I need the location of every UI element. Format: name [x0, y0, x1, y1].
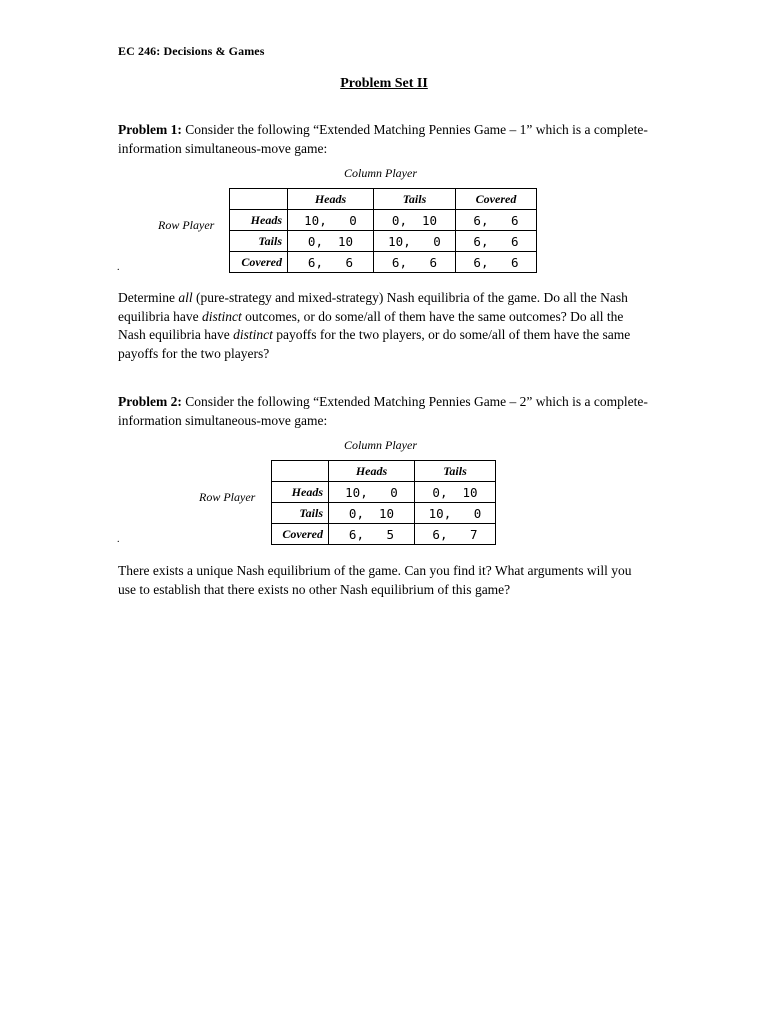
- problem2-question: There exists a unique Nash equilibrium of the game. Can you find it? What arguments will you use to establish that there exists no other Nash equilibrium of this game?: [118, 563, 632, 597]
- payoff-cell: 6, 6: [288, 252, 374, 273]
- course-header: EC 246: Decisions & Games: [118, 44, 265, 58]
- table-row: [230, 231, 537, 252]
- row-header-covered: Covered: [230, 252, 288, 273]
- table-row: [230, 252, 537, 273]
- problem1-intro-text: Consider the following “Extended Matching Pennies Game – 1” which is a complete-information simultaneous-move game:: [118, 122, 648, 156]
- column-header-covered: Covered: [456, 189, 537, 210]
- corner-cell: [230, 189, 288, 210]
- problem2-intro: [118, 393, 648, 430]
- problem2-column-caption: Column Player: [344, 438, 417, 452]
- payoff-cell: 6, 7: [415, 524, 496, 545]
- payoff-cell: 6, 6: [456, 252, 537, 273]
- q-emphasis-all: all: [178, 290, 193, 305]
- problem2-dot: .: [117, 534, 120, 545]
- payoff-cell: 0, 10: [415, 482, 496, 503]
- table-header-row: [272, 461, 496, 482]
- payoff-cell: 0, 10: [288, 231, 374, 252]
- column-header-tails: Tails: [374, 189, 456, 210]
- payoff-cell: 0, 10: [329, 503, 415, 524]
- problem1-intro: [118, 121, 648, 158]
- page-title: [0, 76, 768, 92]
- q-text-g: payoffs for the two players, or do some/all of them have the same payoffs for the two players?: [118, 327, 631, 361]
- row-header-heads: Heads: [272, 482, 329, 503]
- payoff-cell: 10, 0: [415, 503, 496, 524]
- table-row: [230, 210, 537, 231]
- payoff-cell: 6, 6: [456, 231, 537, 252]
- row-header-tails: Tails: [272, 503, 329, 524]
- payoff-cell: 10, 0: [329, 482, 415, 503]
- column-header-heads: Heads: [288, 189, 374, 210]
- title-text: Problem Set II: [340, 76, 428, 91]
- table-row: [272, 524, 496, 545]
- problem1-payoff-table: [229, 188, 537, 273]
- row-header-covered: Covered: [272, 524, 329, 545]
- column-header-tails: Tails: [415, 461, 496, 482]
- table-row: [272, 503, 496, 524]
- payoff-cell: 10, 0: [288, 210, 374, 231]
- payoff-cell: 6, 6: [456, 210, 537, 231]
- table-header-row: [230, 189, 537, 210]
- q-text-c: (pure-strategy and mixed-strategy) Nash equilibria of the game. Do all the Nash equilibria have: [118, 290, 628, 324]
- problem2-label: Problem 2:: [118, 394, 182, 409]
- payoff-cell: 6, 6: [374, 252, 456, 273]
- payoff-cell: 6, 5: [329, 524, 415, 545]
- problem1-question: [118, 289, 648, 363]
- q-emphasis-distinct: distinct: [201, 308, 242, 324]
- row-header-tails: Tails: [230, 231, 288, 252]
- problem1-label: Problem 1:: [118, 122, 182, 137]
- q-text-e: outcomes, or do some/all of them have the same outcomes? Do all the Nash equilibria have: [118, 308, 624, 342]
- problem2-payoff-table: [271, 460, 496, 545]
- payoff-cell: 10, 0: [374, 231, 456, 252]
- problem1-dot: .: [117, 262, 120, 273]
- problem1-column-caption: Column Player: [344, 166, 417, 180]
- payoff-cell: 0, 10: [374, 210, 456, 231]
- q-emphasis-distinct-2: distinct: [233, 327, 273, 342]
- q-text-a: Determine: [118, 290, 179, 305]
- column-header-heads: Heads: [329, 461, 415, 482]
- problem2-row-caption: Row Player: [199, 490, 256, 504]
- problem2-intro-text: Consider the following “Extended Matching Pennies Game – 2” which is a complete-information simultaneous-move game:: [118, 394, 648, 428]
- row-header-heads: Heads: [230, 210, 288, 231]
- table-row: [272, 482, 496, 503]
- problem1-row-caption: Row Player: [158, 218, 215, 232]
- corner-cell: [272, 461, 329, 482]
